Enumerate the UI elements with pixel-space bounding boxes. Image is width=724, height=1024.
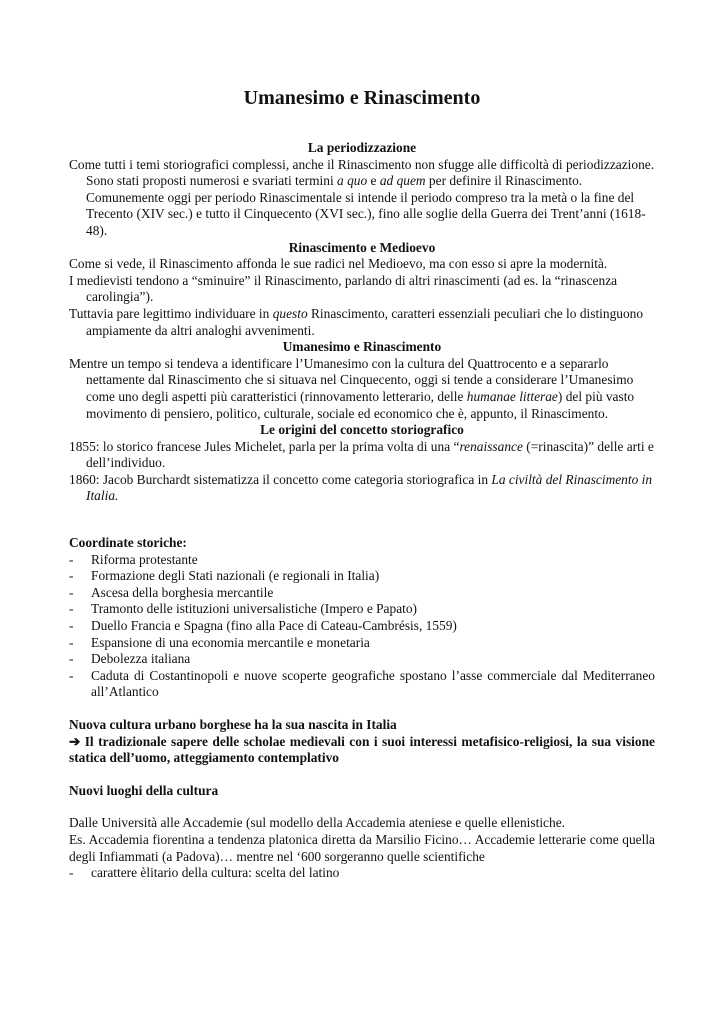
heading-periodizzazione: La periodizzazione (307, 140, 417, 155)
arrow-right-icon: ➔ (69, 733, 81, 749)
spacer (69, 701, 655, 717)
heading-coordinate: Coordinate storiche: (69, 535, 187, 551)
paragraph-medioevo-3: Tuttavia pare legittimo individuare in questo Rinascimento, caratteri essenziali peculiari che lo distinguono ampiamente da altri analoghi avvenimenti. (69, 305, 644, 338)
spacer (69, 767, 655, 783)
spacer (69, 505, 655, 535)
dash-bullet: - (69, 651, 74, 667)
document-title: Umanesimo e Rinascimento (243, 87, 481, 109)
paragraph-medioevo-2: I medievisti tendono a “sminuire” il Rinascimento, parlando di altri rinascimenti (ad es. la “rinascenza carolingia”). (69, 272, 618, 305)
dash-bullet: - (69, 601, 74, 617)
list-item: - Debolezza italiana (69, 651, 191, 667)
list-item: - carattere èlitario della cultura: scelta del latino (69, 865, 340, 881)
dash-bullet: - (69, 584, 74, 600)
list-item: - Duello Francia e Spagna (fino alla Pace di Cateau-Cambrésis, 1559) (69, 618, 457, 634)
nuova-cultura-arrow-line: ➔ Il tradizionale sapere delle scholae medievali con i suoi interessi metafisico-religiosi, la sua visione statica dell’uomo, atteggiamento contemplativo (69, 733, 655, 766)
heading-medioevo: Rinascimento e Medioevo (288, 239, 436, 255)
spacer (69, 799, 655, 815)
heading-luoghi: Nuovi luoghi della cultura (69, 782, 219, 798)
paragraph-luoghi-1: Dalle Università alle Accademie (sul modello della Accademia ateniese e quelle ellenistiche. (69, 815, 565, 831)
dash-bullet: - (69, 865, 74, 881)
heading-origini: Le origini del concetto storiografico (260, 422, 464, 438)
coordinate-list (69, 552, 655, 701)
list-item: - Ascesa della borghesia mercantile (69, 584, 274, 600)
list-item: - Tramonto delle istituzioni universalistiche (Impero e Papato) (69, 601, 418, 617)
nuova-cultura-line: Nuova cultura urbano borghese ha la sua nascita in Italia (69, 717, 397, 732)
paragraph-periodizzazione: Come tutti i temi storiografici complessi, anche il Rinascimento non sfugge alle difficoltà di periodizzazione. Sono stati proposti numerosi e svariati termini a quo e ad quem per definire il Rinascimento. Comunemente oggi per periodo Rinascimentale si intende il periodo compreso tra la metà o la fine del Trecento (XIV sec.) e tutto il Cinquecento (XVI sec.), fino alle soglie della Guerra dei Trent’anni (1618-48). (69, 156, 655, 238)
dash-bullet: - (69, 634, 74, 650)
list-item: - Formazione degli Stati nazionali (e regionali in Italia) (69, 568, 380, 584)
paragraph-luoghi-2: Es. Accademia fiorentina a tendenza platonica diretta da Marsilio Ficino… Accademie letterarie come quella degli Infiammati (a Padova)… mentre nel ‘600 sorgeranno quelle scientifiche (69, 831, 655, 864)
dash-bullet: - (69, 667, 74, 683)
paragraph-origini-1: 1855: lo storico francese Jules Michelet, parla per la prima volta di una “renaissance (=rinascita)” delle arti e dell’individuo. (69, 438, 654, 471)
dash-bullet: - (69, 618, 74, 634)
dash-bullet: - (69, 568, 74, 584)
luoghi-list (69, 865, 655, 882)
dash-bullet: - (69, 551, 74, 567)
document-body (69, 86, 655, 882)
list-item: - Caduta di Costantinopoli e nuove scoperte geografiche spostano l’asse commerciale dal Mediterraneo all’Atlantico (69, 667, 655, 700)
list-item: - Espansione di una economia mercantile e monetaria (69, 634, 370, 650)
paragraph-origini-2: 1860: Jacob Burchardt sistematizza il concetto come categoria storiografica in La civiltà del Rinascimento in Italia. (69, 471, 653, 504)
heading-umanesimo: Umanesimo e Rinascimento (282, 339, 442, 355)
list-item: - Riforma protestante (69, 551, 198, 567)
paragraph-medioevo-1: Come si vede, il Rinascimento affonda le sue radici nel Medioevo, ma con esso si apre la modernità. (69, 256, 608, 272)
paragraph-umanesimo: Mentre un tempo si tendeva a identificare l’Umanesimo con la cultura del Quattrocento e a separarlo nettamente dal Rinascimento che si situava nel Cinquecento, oggi si tende a considerare l’Umanesimo come uno degli aspetti più caratteristici (rinnovamento letterario, delle humanae litterae) del più vasto movimento di pensiero, politico, culturale, sociale ed economico che è, appunto, il Rinascimento. (69, 355, 635, 421)
